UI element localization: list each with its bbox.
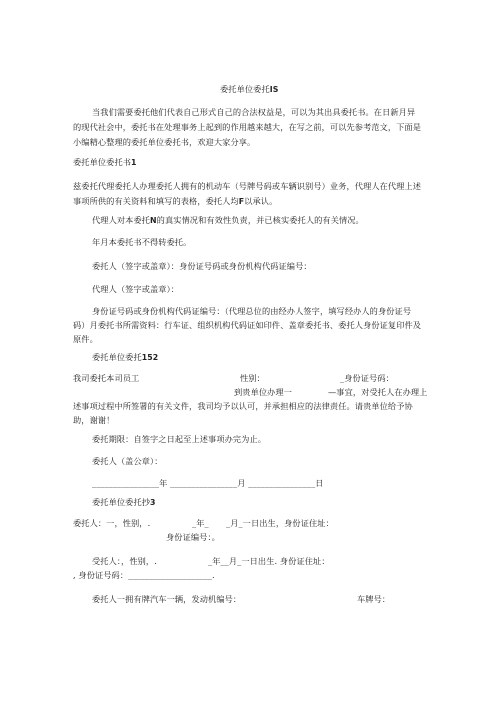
s3-row-4: , 身份证号码：____________________. — [73, 570, 215, 580]
s2-principal: 委托人（盖公章）： — [92, 456, 163, 466]
section-2-heading — [92, 352, 158, 363]
s2-row-4: 助，谢谢！ — [73, 415, 115, 425]
document-title — [220, 84, 278, 95]
s1-p5: 代理人（签字或盖章）： — [92, 284, 180, 294]
s2-row-1c: _身份证号码： — [340, 373, 394, 383]
s2-row-1b: 性别： — [240, 373, 265, 383]
title-suffix: IS — [269, 85, 279, 94]
section-2-heading-num: 152 — [141, 353, 159, 362]
s3-row-1a: 委托人：一，性别，. — [73, 518, 151, 528]
section-1-heading-text: 委托单位委托书 — [73, 157, 132, 167]
section-3-heading-num: 3 — [150, 498, 156, 507]
s1-p2 — [92, 215, 364, 226]
s2-period: 委托期限：自签字之日起至上述事项办完为止。 — [92, 434, 267, 444]
s3-row-5b: 车牌号： — [357, 594, 391, 604]
section-1-heading — [73, 157, 137, 168]
intro-line-3: 小编精心整理的委托单位委托书，欢迎大家分享。 — [73, 137, 256, 147]
s1-p1-line-2b: F — [238, 197, 245, 206]
s1-p1-line-2c: 以承认。 — [244, 196, 278, 206]
s1-p4: 委托人（签字或盖章）：身份证号码或身份机构代码证编号： — [92, 261, 312, 271]
s1-p6-line-2: 码）月委托书所需资料：行车证、组织机构代码证如印件、盖章委托书、委托人身份证复印件及 — [73, 320, 422, 330]
s1-p2a: 代理人对本委托 — [92, 215, 151, 225]
s1-p1-line-2a: 事项所供的有关资料和填写的表格，委托人均 — [73, 196, 239, 206]
section-1-heading-num: 1 — [131, 158, 137, 167]
section-2-heading-text: 委托单位委托 — [92, 352, 142, 362]
s1-p6-line-1: 身份证号码或身份机构代码证编号：（代理总位的由经办人签字，填写经办人的身份证号 — [92, 306, 412, 316]
s2-row-3: 述事项过程中所签署的有关文件，我司均予以认可，并承担相应的法律责任。请贵单位给予协 — [73, 401, 413, 411]
title-text: 委托单位委托 — [220, 84, 270, 94]
s3-row-3b: _年__月_一日出生. 身份证住址： — [208, 556, 330, 566]
s1-p6-line-3: 原件。 — [73, 334, 98, 344]
s2-row-1a: 我司委托本司员工 — [73, 373, 140, 383]
s3-row-1c: _月_一日出生，身份证住址： — [226, 518, 334, 528]
s1-p2b: N — [150, 216, 157, 225]
s2-row-2a: 到贵单位办理一 — [234, 387, 293, 397]
s1-p1-line-2 — [73, 196, 277, 207]
s3-row-2: 身份证编号：。 — [166, 532, 220, 542]
intro-line-1: 当我们需要委托他们代表自己形式自己的合法权益是，可以为其出具委托书。在日新月异 — [92, 107, 416, 117]
intro-line-2: 的现代社会中，委托书在处理事务上起到的作用越来越大，在写之前，可以先参考范文，下面是 — [73, 122, 422, 132]
s3-row-3: 受托人：，性别，. — [92, 556, 157, 566]
s1-p1-line-1: 兹委托代理委托人办理委托人拥有的机动车（号牌号码或车辆识别号）业务，代理人在代理上述 — [73, 181, 422, 191]
section-3-heading — [92, 497, 156, 508]
s2-date-line: ________________年 ________________月 ________________日 — [92, 478, 324, 488]
s1-p3: 年月本委托书不得转委托。 — [92, 237, 192, 247]
s2-row-2b: —事宜，对受托人在办理上 — [328, 387, 428, 397]
section-3-heading-text: 委托单位委托抄 — [92, 497, 151, 507]
s3-row-5a: 委托人一拥有牌汽车一辆，发动机编号： — [92, 594, 242, 604]
s3-row-1b: _年_ — [192, 518, 209, 528]
s1-p2c: 的真实情况和有效性负责，并已核实委托人的有关情况。 — [156, 215, 364, 225]
